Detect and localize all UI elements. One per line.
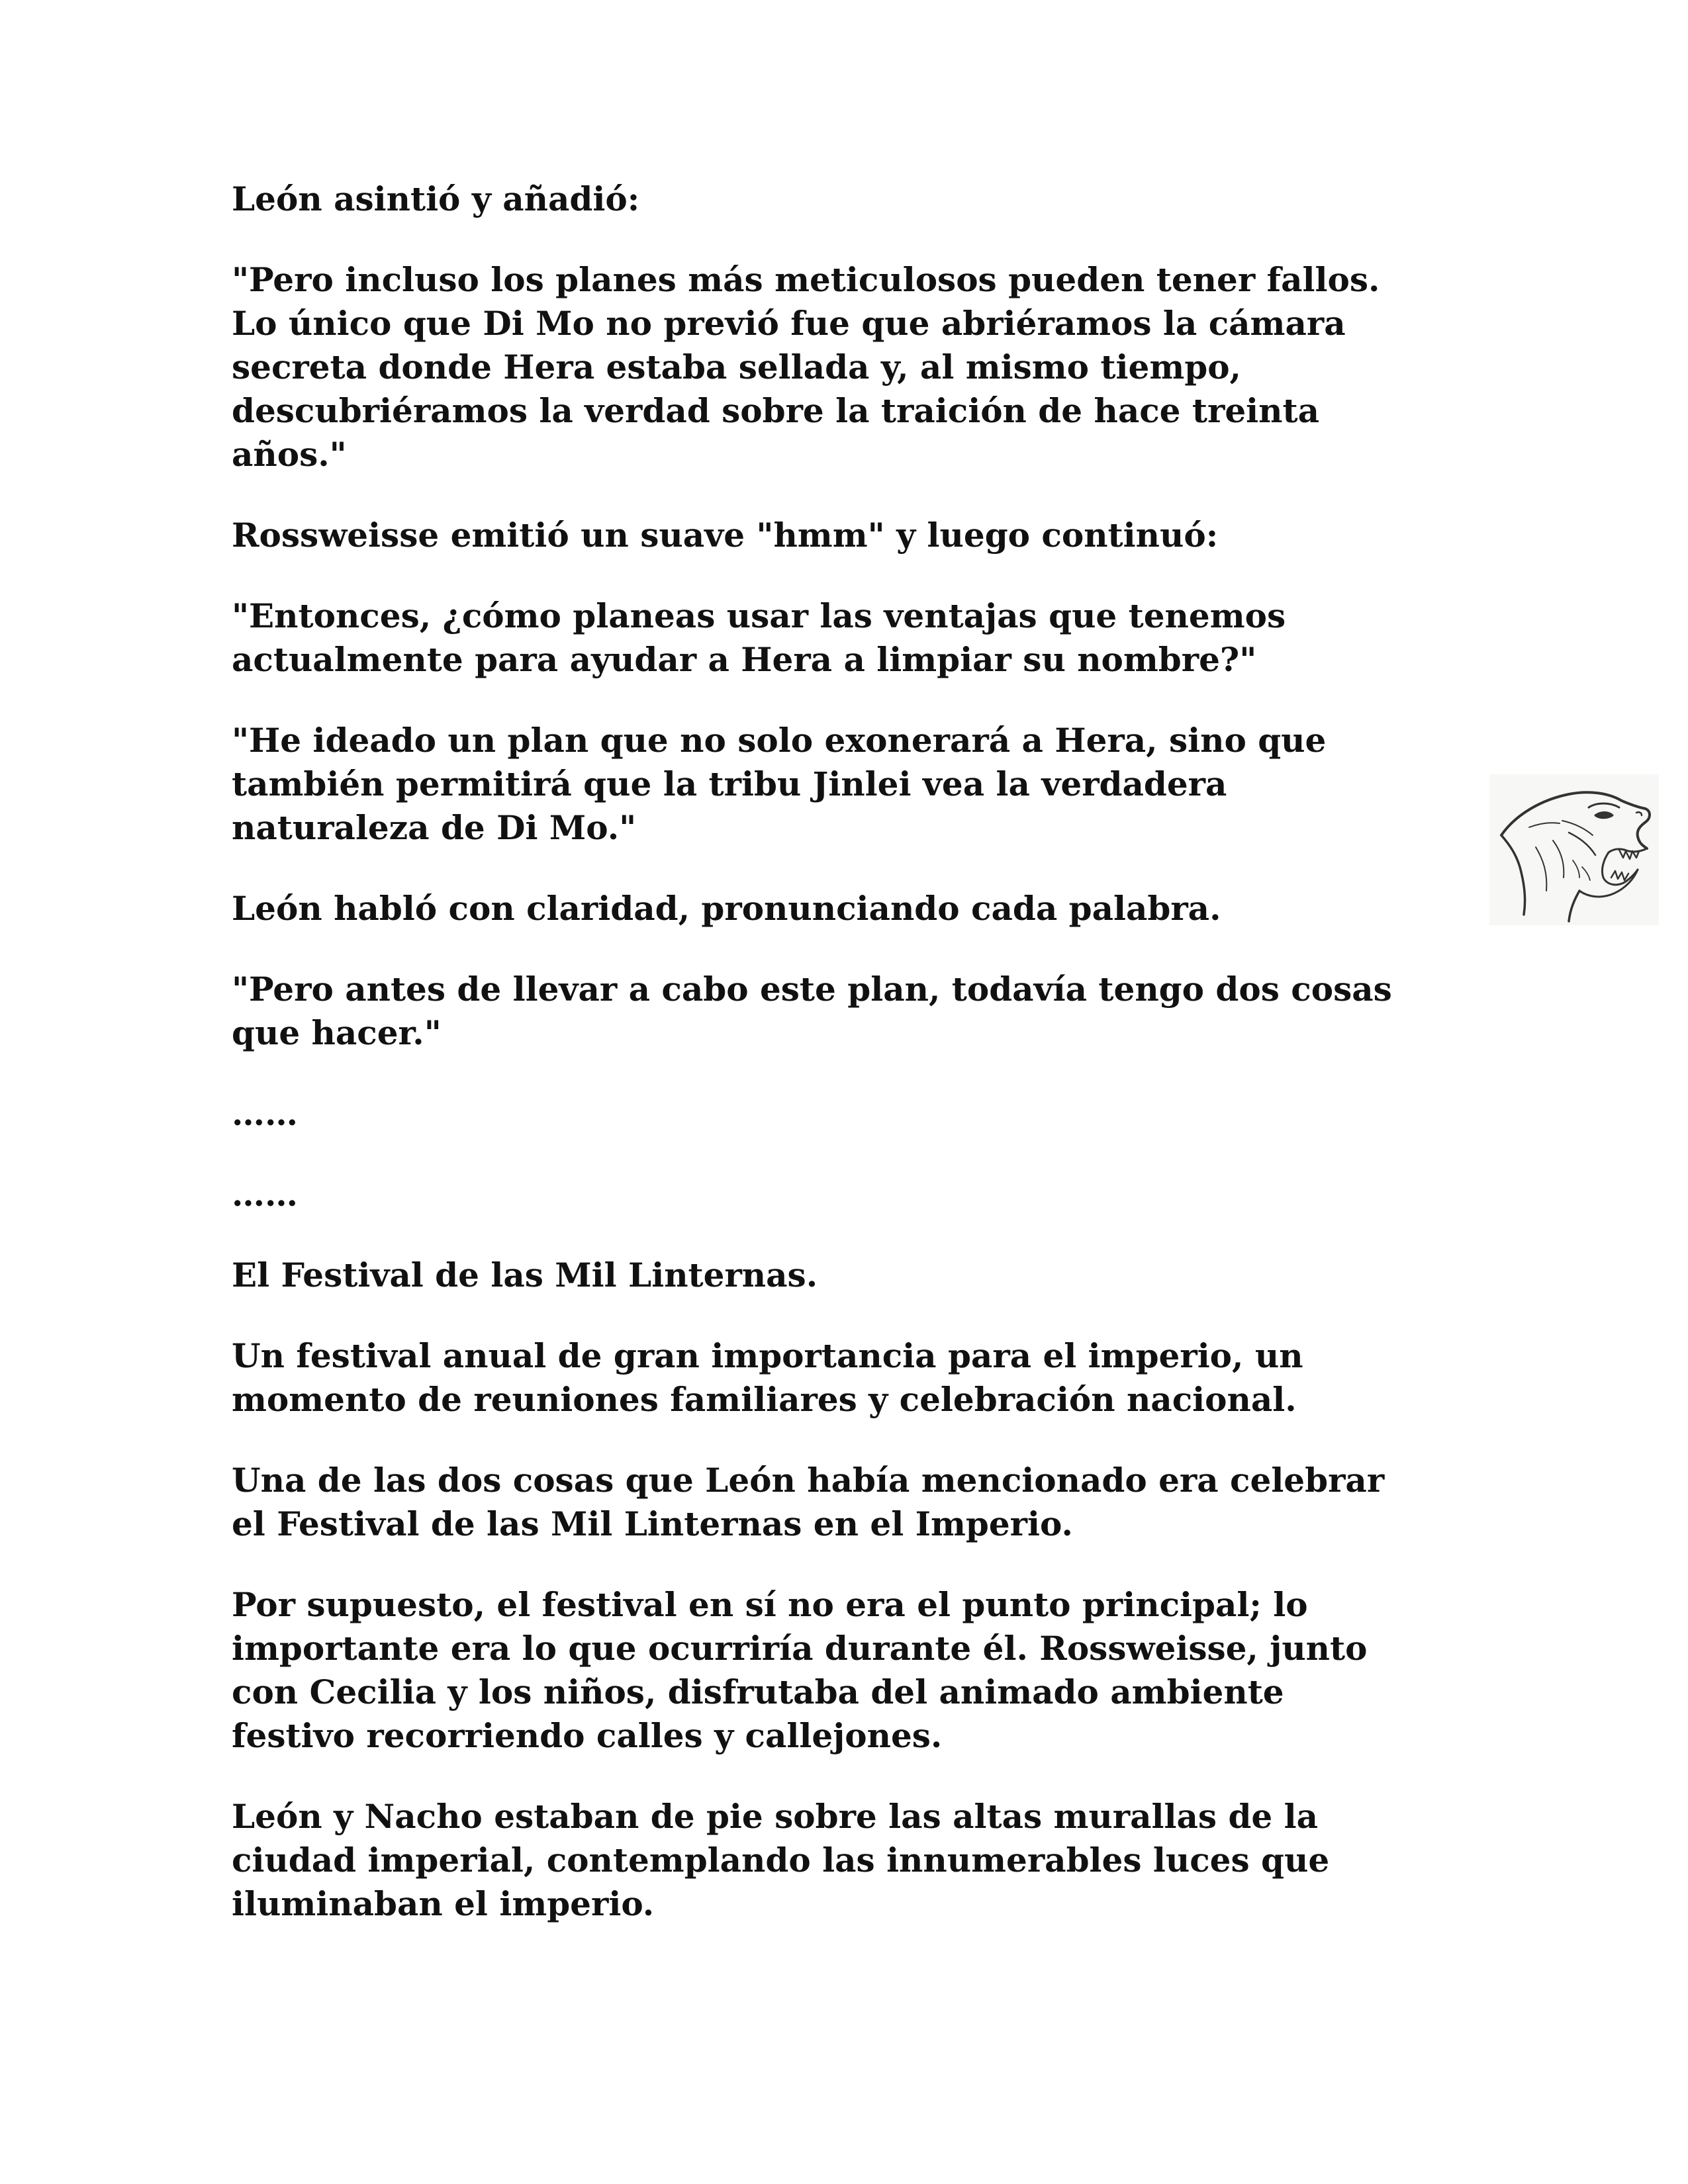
text-line: años." — [232, 435, 347, 474]
text-line: Rossweisse emitió un suave "hmm" y luego continuó: — [232, 516, 1219, 555]
text-line: iluminaban el imperio. — [232, 1884, 655, 1923]
paragraph — [232, 887, 1489, 931]
paragraph — [232, 177, 1489, 221]
text-line: "Pero incluso los planes más meticulosos pueden tener fallos. — [232, 260, 1380, 299]
text-line: "He ideado un plan que no solo exonerará a Hera, sino que — [232, 721, 1327, 760]
text-line: importante era lo que ocurriría durante él. Rossweisse, junto — [232, 1629, 1368, 1668]
paragraph — [232, 1583, 1489, 1758]
paragraph — [232, 1334, 1489, 1422]
text-line: naturaleza de Di Mo." — [232, 808, 637, 847]
dinosaur-head-sketch-icon — [1489, 774, 1659, 925]
paragraph — [232, 1459, 1489, 1546]
text-line: "Entonces, ¿cómo planeas usar las ventajas que tenemos — [232, 596, 1286, 635]
body-text — [232, 177, 1489, 1963]
text-line: actualmente para ayudar a Hera a limpiar su nombre?" — [232, 640, 1257, 679]
text-line: momento de reuniones familiares y celebración nacional. — [232, 1380, 1297, 1419]
text-line: "Pero antes de llevar a cabo este plan, todavía tengo dos cosas — [232, 970, 1392, 1009]
text-line: León asintió y añadió: — [232, 179, 640, 218]
paragraph — [232, 968, 1489, 1055]
text-line: también permitirá que la tribu Jinlei vea la verdadera — [232, 764, 1227, 803]
text-line: el Festival de las Mil Linternas en el Imperio. — [232, 1504, 1073, 1543]
text-line: festivo recorriendo calles y callejones. — [232, 1716, 943, 1755]
text-line: …… — [232, 1175, 298, 1214]
text-line: ciudad imperial, contemplando las innumerables luces que — [232, 1841, 1330, 1880]
text-line: …… — [232, 1094, 298, 1133]
text-line: Por supuesto, el festival en sí no era el punto principal; lo — [232, 1585, 1308, 1624]
paragraph — [232, 1795, 1489, 1926]
text-line: Una de las dos cosas que León había mencionado era celebrar — [232, 1461, 1385, 1500]
text-line: León y Nacho estaban de pie sobre las altas murallas de la — [232, 1797, 1319, 1836]
text-line: secreta donde Hera estaba sellada y, al mismo tiempo, — [232, 347, 1241, 387]
paragraph — [232, 594, 1489, 682]
text-line: que hacer." — [232, 1013, 442, 1052]
text-line: León habló con claridad, pronunciando cada palabra. — [232, 889, 1221, 928]
text-line: Lo único que Di Mo no previó fue que abriéramos la cámara — [232, 304, 1346, 343]
text-line: descubriéramos la verdad sobre la traición de hace treinta — [232, 391, 1319, 430]
paragraph — [232, 514, 1489, 557]
scene-break — [232, 1173, 1489, 1216]
paragraph — [232, 1253, 1489, 1297]
scene-break — [232, 1092, 1489, 1136]
text-line: El Festival de las Mil Linternas. — [232, 1255, 818, 1295]
paragraph — [232, 258, 1489, 477]
text-line: con Cecilia y los niños, disfrutaba del animado ambiente — [232, 1672, 1284, 1711]
text-line: Un festival anual de gran importancia para el imperio, un — [232, 1336, 1303, 1375]
paragraph — [232, 719, 1489, 850]
